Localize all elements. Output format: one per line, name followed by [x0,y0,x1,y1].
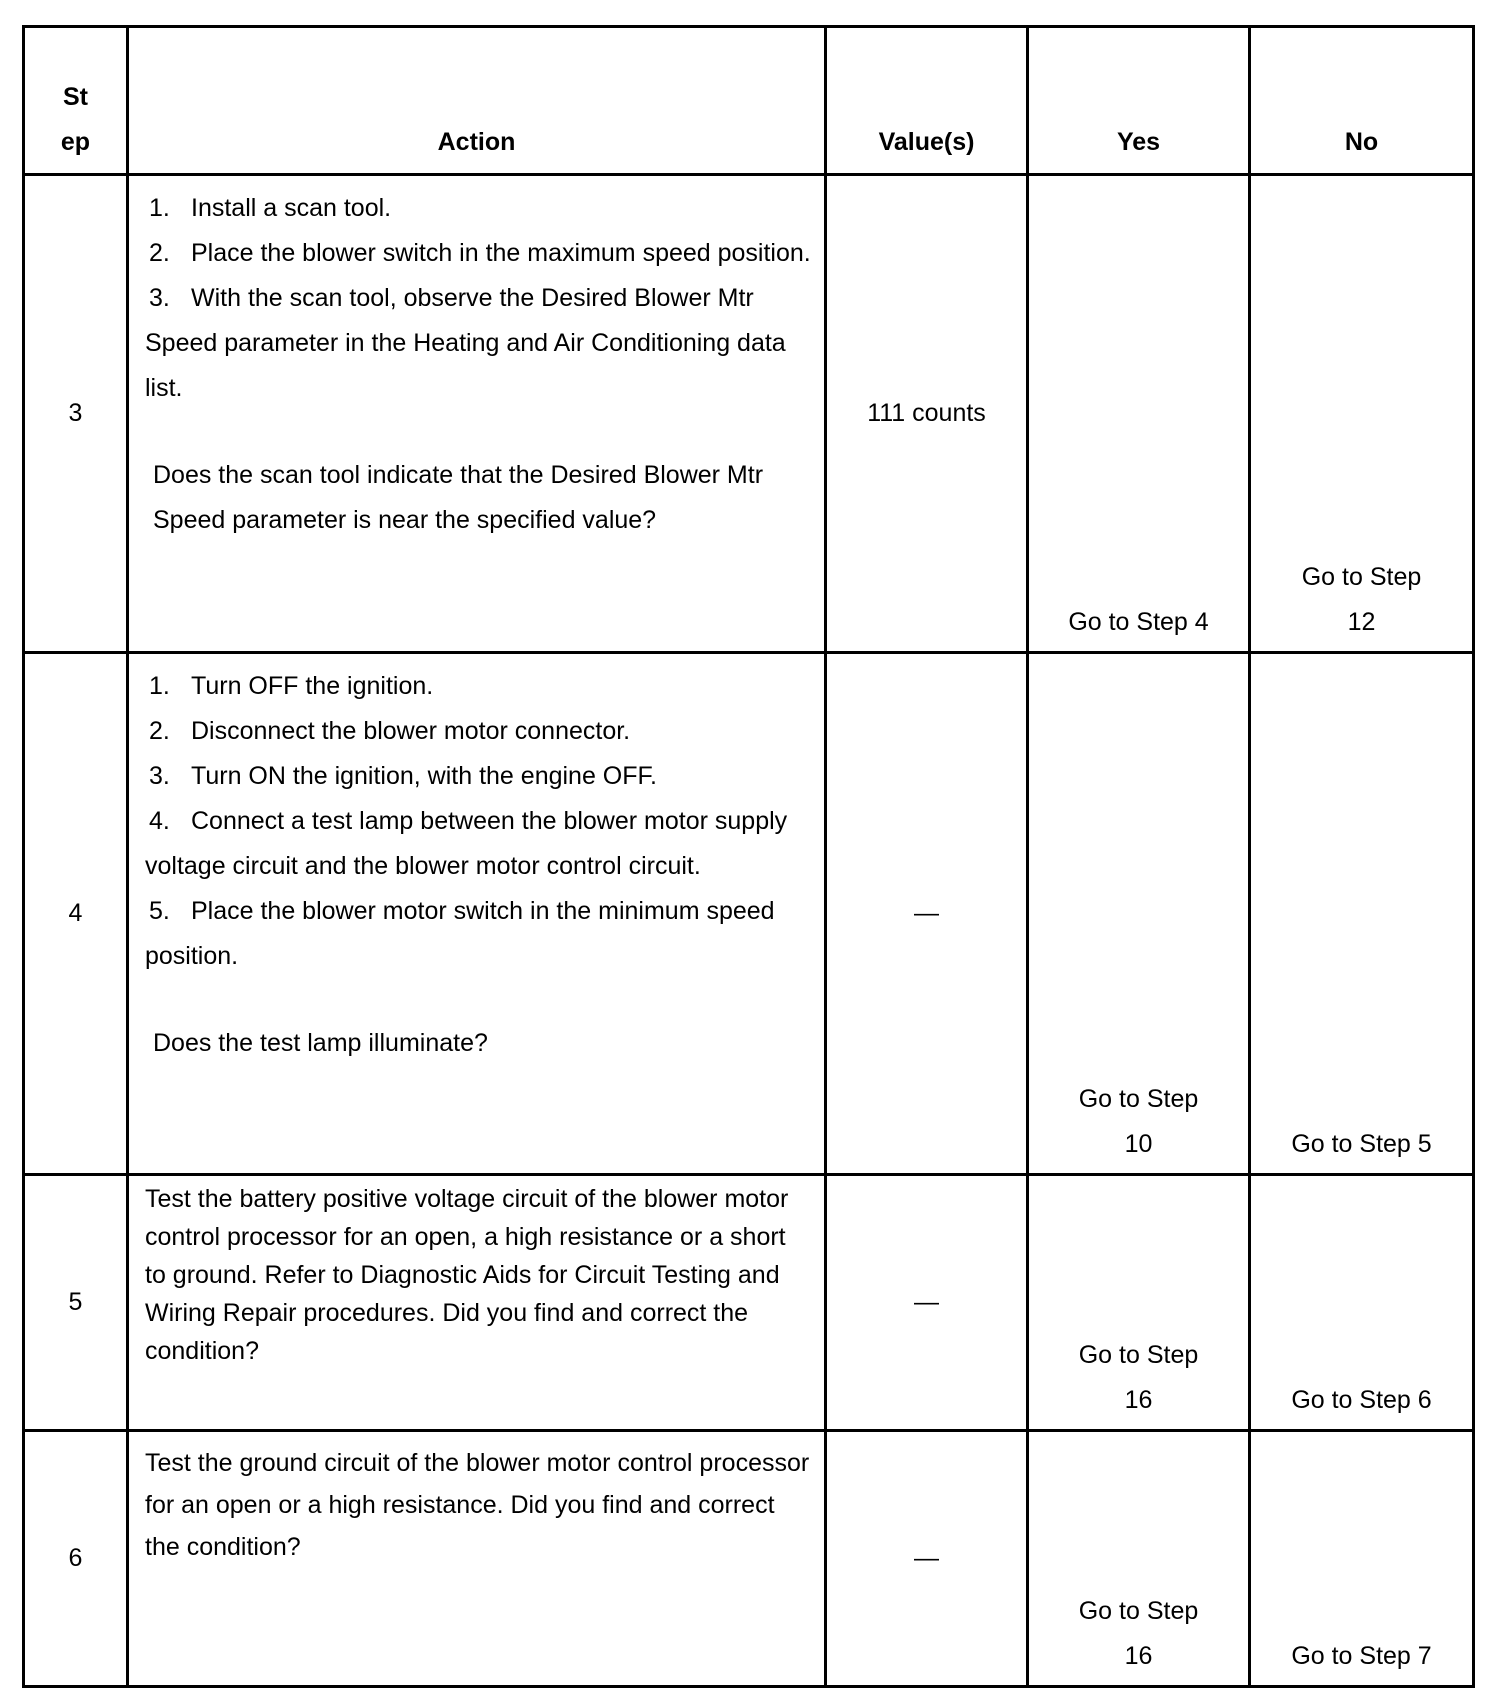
action-question: Does the test lamp illuminate? [153,1029,488,1057]
action-item-number: 4. [149,807,170,835]
action-item-number: 2. [149,239,170,267]
value-cell: — [826,1175,1028,1431]
no-cell: Go to Step 5 [1250,653,1474,1175]
yes-cell [1028,1431,1250,1687]
action-item-number: 1. [149,672,170,700]
action-item-text: Install a scan tool. [191,194,392,222]
yes-line1: Go to Step [1078,1597,1199,1625]
no-cell: Go to Step 7 [1250,1431,1474,1687]
yes-line1: Go to Step [1078,1085,1199,1113]
header-action: Action [128,27,826,175]
header-step-line1: St [63,83,88,111]
value-cell: 111 counts [826,175,1028,653]
action-item [145,889,812,979]
yes-cell: Go to Step 4 [1028,175,1250,653]
step-number: 3 [24,175,128,653]
action-item [145,799,812,889]
action-list [145,664,812,979]
value-cell: — [826,1431,1028,1687]
value-cell: — [826,653,1028,1175]
table-row-step-3 [24,175,1474,653]
header-yes: Yes [1028,27,1250,175]
table-row-step-4 [24,653,1474,1175]
action-item-text: With the scan tool, observe the Desired Blower Mtr Speed parameter in the Heating and Air Conditioning data list. [145,284,786,402]
action-item [145,709,812,754]
action-item [145,276,812,411]
action-cell: Test the battery positive voltage circuit of the blower motor control processor for an open, a high resistance or a short to ground. Refer to Diagnostic Aids for Circuit Testing and Wiring Repair procedures. Did you find and correct the condition? [128,1175,826,1431]
action-question: Does the scan tool indicate that the Desired Blower Mtr Speed parameter is near the specified value? [153,461,764,534]
action-item [145,231,812,276]
step-number: 4 [24,653,128,1175]
action-cell: Test the ground circuit of the blower motor control processor for an open or a high resistance. Did you find and correct the condition? [128,1431,826,1687]
action-list [145,186,812,411]
header-no: No [1250,27,1474,175]
no-cell: Go to Step 6 [1250,1175,1474,1431]
yes-line2: 16 [1124,1386,1153,1414]
action-item-text: Connect a test lamp between the blower motor supply voltage circuit and the blower motor control circuit. [145,807,788,880]
header-row [24,27,1474,175]
table-row-step-6 [24,1431,1474,1687]
action-item-text: Disconnect the blower motor connector. [191,717,631,745]
action-cell [128,653,826,1175]
header-step-line2: ep [60,128,91,156]
action-item-text: Turn ON the ignition, with the engine OFF. [191,762,657,790]
diagnostic-table [22,25,1475,1688]
yes-line2: 16 [1124,1642,1153,1670]
action-item-number: 3. [149,284,170,312]
action-item-text: Place the blower motor switch in the minimum speed position. [145,897,775,970]
step-number: 6 [24,1431,128,1687]
step-number: 5 [24,1175,128,1431]
header-values: Value(s) [826,27,1028,175]
no-line1: Go to Step [1301,563,1422,591]
yes-cell [1028,653,1250,1175]
yes-line1: Go to Step [1078,1341,1199,1369]
action-item-number: 2. [149,717,170,745]
no-cell [1250,175,1474,653]
action-item [145,186,812,231]
action-item [145,754,812,799]
action-item-text: Turn OFF the ignition. [191,672,434,700]
table-row-step-5 [24,1175,1474,1431]
action-cell [128,175,826,653]
action-item-number: 5. [149,897,170,925]
action-item [145,664,812,709]
action-item-number: 3. [149,762,170,790]
action-item-number: 1. [149,194,170,222]
header-step [24,27,128,175]
no-line2: 12 [1347,608,1376,636]
yes-cell [1028,1175,1250,1431]
yes-line2: 10 [1124,1130,1153,1158]
action-item-text: Place the blower switch in the maximum speed position. [191,239,811,267]
